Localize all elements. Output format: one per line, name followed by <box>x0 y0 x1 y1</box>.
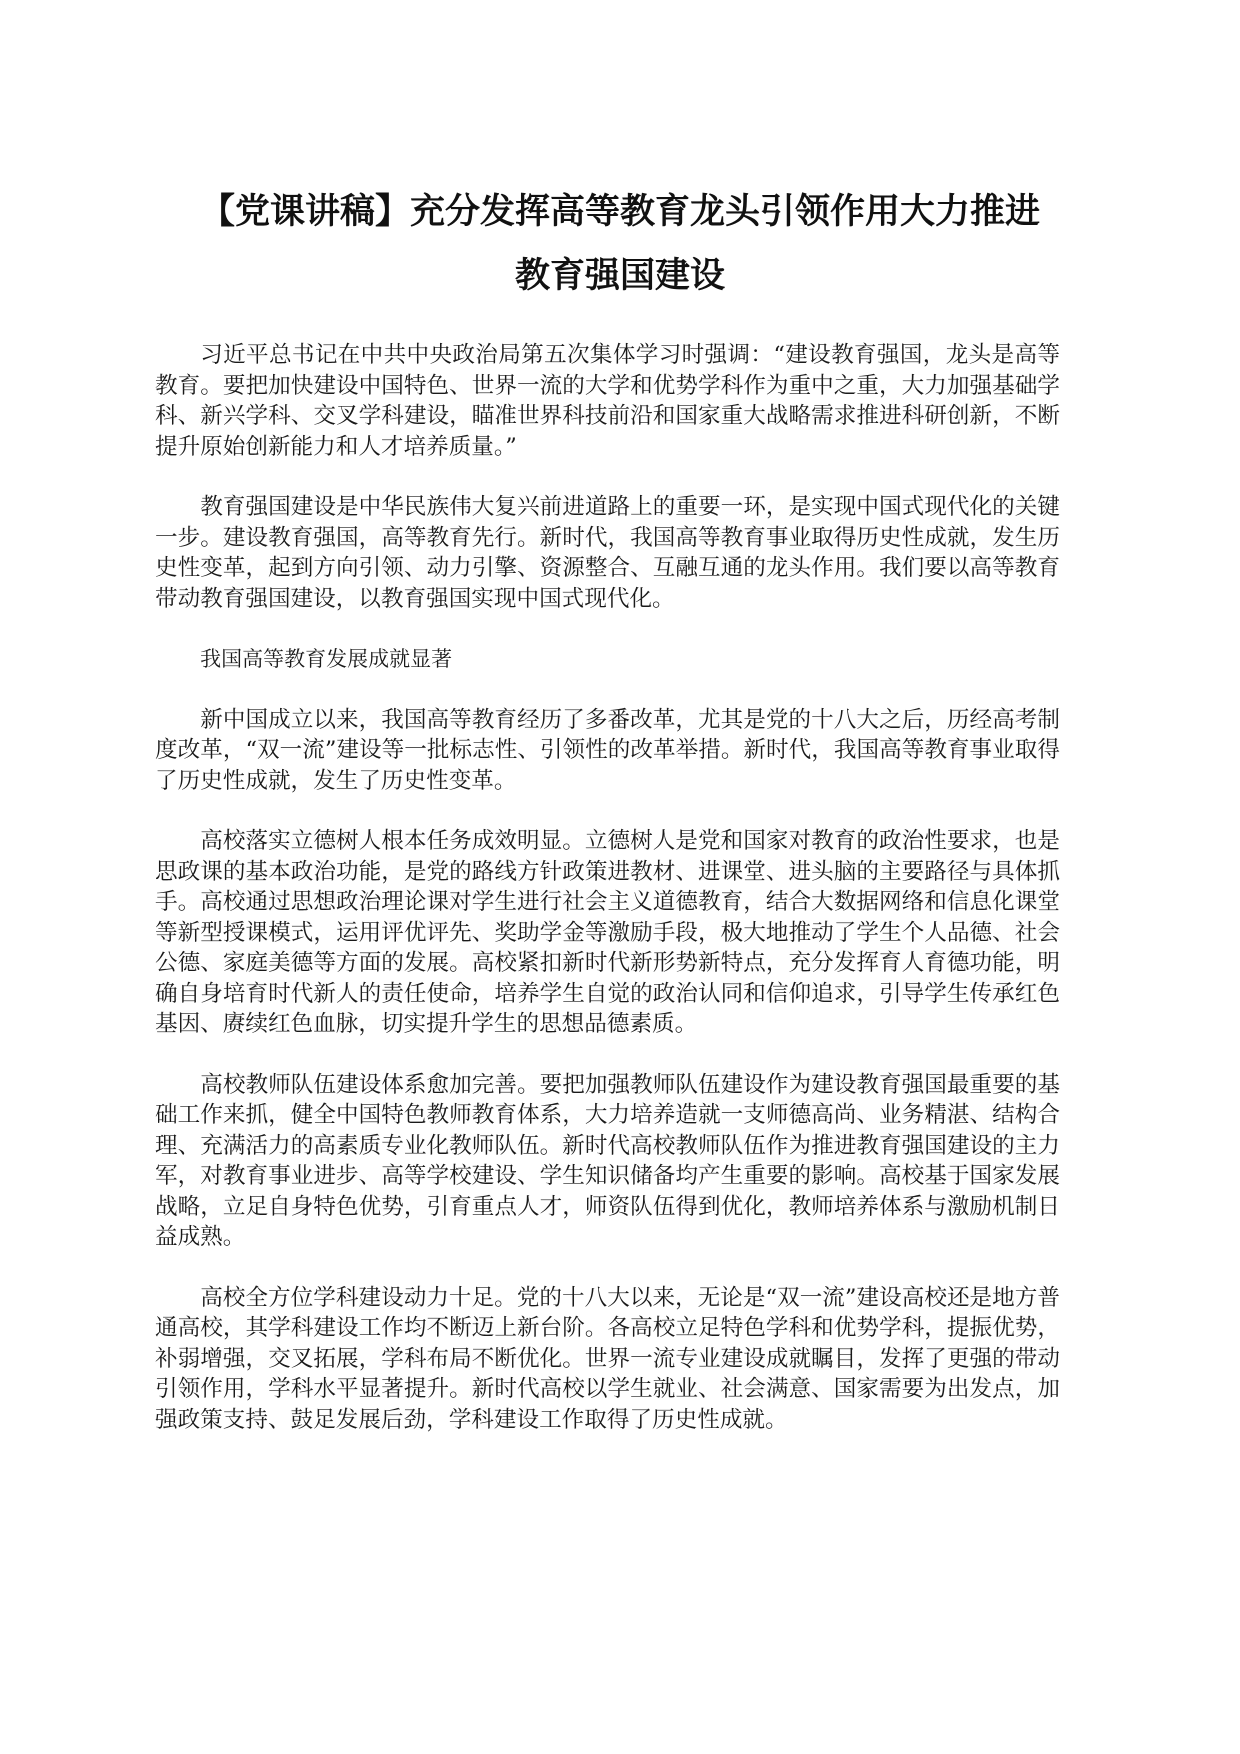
title-line-1: 【党课讲稿】充分发挥高等教育龙头引领作用大力推进 <box>199 192 1040 232</box>
section-heading: 我国高等教育发展成就显著 <box>200 647 453 671</box>
paragraph-intro-quote: 习近平总书记在中共中央政治局第五次集体学习时强调：“建设教育强国，龙头是高等教育。要把加快建设中国特色、世界一流的大学和优势学科作为重中之重，大力加强基础学科、新兴学科、交叉学科建设，瞄准世界科技前沿和国家重大战略需求推进科研创新，不断提升原始创新能力和人才培养质量。” <box>155 342 1060 460</box>
document-body <box>155 340 1060 1465</box>
paragraph-discipline-building: 高校全方位学科建设动力十足。党的十八大以来，无论是“双一流”建设高校还是地方普通高校，其学科建设工作均不断迈上新台阶。各高校立足特色学科和优势学科，提振优势，补弱增强，交叉拓展，学科布局不断优化。世界一流专业建设成就瞩目，发挥了更强的带动引领作用，学科水平显著提升。新时代高校以学生就业、社会满意、国家需要为出发点，加强政策支持、鼓足发展后劲，学科建设工作取得了历史性成就。 <box>155 1284 1060 1433</box>
paragraph-reform-history: 新中国成立以来，我国高等教育经历了多番改革，尤其是党的十八大之后，历经高考制度改革，“双一流”建设等一批标志性、引领性的改革举措。新时代，我国高等教育事业取得了历史性成就，发生了历史性变革。 <box>155 706 1060 794</box>
paragraph-teacher-team: 高校教师队伍建设体系愈加完善。要把加强教师队伍建设作为建设教育强国最重要的基础工作来抓，健全中国特色教师教育体系，大力培养造就一支师德高尚、业务精湛、结构合理、充满活力的高素质专业化教师队伍。新时代高校教师队伍作为推进教育强国建设的主力军，对教育事业进步、高等学校建设、学生知识储备均产生重要的影响。高校基于国家发展战略，立足自身特色优势，引育重点人才，师资队伍得到优化，教师培养体系与激励机制日益成熟。 <box>155 1071 1060 1250</box>
paragraph-moral-education: 高校落实立德树人根本任务成效明显。立德树人是党和国家对教育的政治性要求，也是思政课的基本政治功能，是党的路线方针政策进教材、进课堂、进头脑的主要路径与具体抓手。高校通过思想政治理论课对学生进行社会主义道德教育，结合大数据网络和信息化课堂等新型授课模式，运用评优评先、奖助学金等激励手段，极大地推动了学生个人品德、社会公德、家庭美德等方面的发展。高校紧扣新时代新形势新特点，充分发挥育人育德功能，明确自身培育时代新人的责任使命，培养学生自觉的政治认同和信仰追求，引导学生传承红色基因、赓续红色血脉，切实提升学生的思想品德素质。 <box>155 828 1060 1037</box>
title-line-2: 教育强国建设 <box>514 256 725 296</box>
document-title <box>150 180 1090 308</box>
paragraph-intro-context: 教育强国建设是中华民族伟大复兴前进道路上的重要一环，是实现中国式现代化的关键一步。建设教育强国，高等教育先行。新时代，我国高等教育事业取得历史性成就，发生历史性变革，起到方向引领、动力引擎、资源整合、互融互通的龙头作用。我们要以高等教育带动教育强国建设，以教育强国实现中国式现代化。 <box>155 494 1060 612</box>
